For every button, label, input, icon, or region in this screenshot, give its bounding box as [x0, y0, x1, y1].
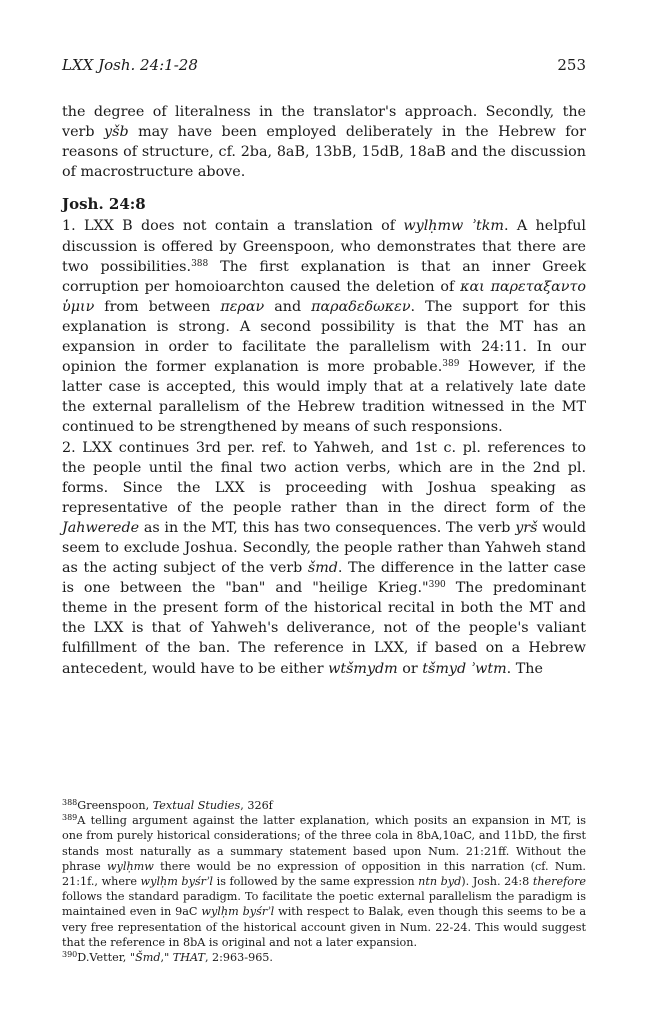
text-run: The predominant theme in the present form of the historical recital in both the MT and the LXX is that of Yahweh's deliverance, not of the people's valiant fulfillment of the ban. The reference in LXX, if based on a Hebrew antecedent, would have to be either	[62, 580, 586, 677]
text-run: would seem to exclude Joshua. Secondly, the people rather than Yahweh stand as the acting subject of the verb	[62, 519, 586, 577]
footnote-ref-388[interactable]: 388	[191, 258, 209, 269]
text-run: with respect to Balak, even though this seems to be a very free representation of the historical account given in Num. 22-24. This would suggest that the reference in 8bA is original and not a later expansion.	[62, 905, 586, 949]
text-run: , 2:963-965.	[204, 951, 273, 965]
hebrew-term: wylḥmw ʾtkm	[403, 218, 504, 235]
hebrew-term: ntn byd	[418, 875, 462, 889]
hebrew-term: Šmd	[135, 951, 161, 965]
footnote-number: 389	[62, 813, 78, 823]
text-run: . The	[506, 660, 543, 677]
text-run: . A helpful discussion is offered by Greenspoon, who demonstrates that there are two possibilities.	[62, 218, 586, 275]
footnote-ref-390[interactable]: 390	[428, 580, 446, 591]
hebrew-term: wylḥm byśrʾl	[201, 905, 275, 919]
running-title: LXX Josh. 24:1-28	[62, 56, 198, 74]
text-run: D.Vetter, "	[77, 951, 136, 965]
text-run: ,"	[160, 951, 173, 965]
text-run: Greenspoon,	[77, 799, 153, 812]
text-run: However, if the latter case is accepted, this would imply that at a relatively late date the external parallelism of the Hebrew tradition witnessed in the MT continued to be strengthened by means of such responsions.	[62, 359, 587, 436]
page-number: 253	[557, 56, 586, 74]
text-run: as in the MT, this has two consequences. The verb	[139, 519, 516, 536]
main-text	[62, 102, 586, 679]
text-run: the degree of literalness in the translator's approach. Secondly, the verb	[62, 104, 586, 141]
greek-term: περαν	[220, 298, 265, 315]
hebrew-term: yšb	[104, 124, 129, 141]
text-run: and	[264, 298, 312, 315]
text-run: follows the standard paradigm. To facilitate the poetic external parallelism the paradigm is maintained even in 9aC	[62, 890, 586, 919]
footnote-ref-389[interactable]: 389	[442, 359, 460, 370]
hebrew-term: yrš	[515, 519, 538, 536]
book-title: THAT	[172, 951, 205, 965]
text-run: The first explanation is that an inner Greek corruption per homoioarchton caused the deletion of	[62, 258, 586, 295]
footnote-390	[62, 950, 586, 965]
greek-term: και παρεταξαντο ὑμιν	[62, 278, 587, 315]
text-run: 2. LXX continues 3rd per. ref. to Yahweh, and 1st c. pl. references to the people until the final two action verbs, which are in the 2nd pl. forms. Since the LXX is proceeding with Joshua speaking as representative of the people rather than in the direct form of the	[62, 439, 586, 516]
hebrew-term: tšmyd ʾwtm	[422, 660, 507, 677]
footnotes	[62, 798, 586, 965]
book-title: Textual Studies	[152, 799, 241, 812]
text-run: from between	[94, 298, 221, 315]
text-run: there would be no expression of opposition in this narration (cf. Num. 21:1f., where	[62, 859, 586, 889]
page	[62, 56, 586, 679]
note-paragraph-1	[62, 216, 586, 437]
footnote-389	[62, 813, 586, 950]
emphasis: therefore	[532, 875, 586, 889]
greek-term: παραδεδωκεν	[311, 298, 411, 315]
text-run: . The difference in the latter case is one between the "ban" and "heilige Krieg."	[62, 560, 586, 597]
text-run: may have been employed deliberately in the Hebrew for reasons of structure, cf. 2ba, 8aB, 13bB, 15dB, 18aB and the discussion of macrostructure above.	[62, 124, 586, 181]
text-run: ). Josh. 24:8	[461, 875, 533, 889]
text-run: or	[397, 660, 423, 677]
hebrew-term: wylḥm byśrʾl	[140, 875, 214, 889]
text-run: 1. LXX B does not contain a translation of	[62, 218, 404, 235]
footnote-number: 388	[62, 798, 78, 807]
intro-paragraph	[62, 102, 586, 182]
hebrew-term: wtšmydm	[328, 660, 398, 677]
footnote-number: 390	[62, 950, 78, 960]
text-run: is followed by the same expression	[213, 875, 419, 889]
german-term: Jahwerede	[62, 519, 140, 536]
hebrew-term: šmd	[307, 560, 338, 577]
text-run: A telling argument against the latter explanation, which posits an expansion in MT, is one from purely historical considerations; of the three cola in 8bA,10aC, and 11bD, the first stands most naturally as a summary statement based upon Num. 21:21ff. Without the phrase	[62, 814, 586, 873]
footnote-388	[62, 798, 586, 813]
text-run: , 326f	[240, 799, 273, 812]
text-run: . The support for this explanation is strong. A second possibility is that the MT has an expansion in order to facilitate the parallelism with 24:11. In our opinion the former explanation is more probable.	[62, 298, 586, 376]
running-head	[62, 56, 586, 74]
note-paragraph-2	[62, 438, 586, 679]
hebrew-term: wylḥmw	[106, 859, 154, 873]
section-heading: Josh. 24:8	[62, 195, 146, 214]
